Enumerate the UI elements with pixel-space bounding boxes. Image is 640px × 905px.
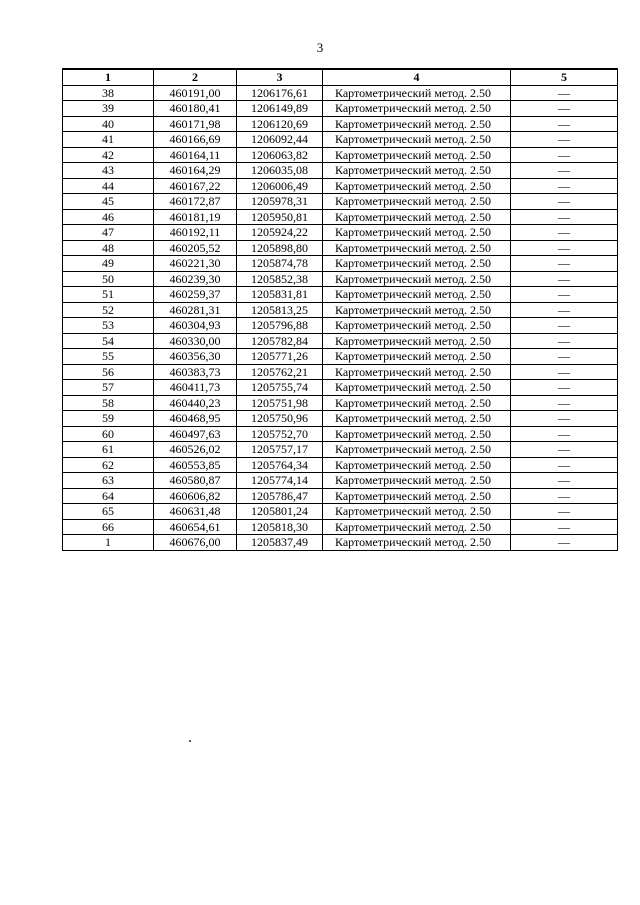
method-cell: Картометрический метод. 2.50: [323, 364, 511, 380]
header-col-1: 1: [63, 69, 154, 85]
x-coordinate-cell: 460192,11: [154, 225, 237, 241]
x-coordinate-cell: 460172,87: [154, 194, 237, 210]
x-coordinate-cell: 460191,00: [154, 85, 237, 101]
y-coordinate-cell: 1206092,44: [237, 132, 323, 148]
note-cell: —: [511, 380, 618, 396]
x-coordinate-cell: 460330,00: [154, 333, 237, 349]
method-cell: Картометрический метод. 2.50: [323, 225, 511, 241]
method-cell: Картометрический метод. 2.50: [323, 442, 511, 458]
x-coordinate-cell: 460164,29: [154, 163, 237, 179]
y-coordinate-cell: 1205874,78: [237, 256, 323, 272]
x-coordinate-cell: 460468,95: [154, 411, 237, 427]
y-coordinate-cell: 1205831,81: [237, 287, 323, 303]
x-coordinate-cell: 460180,41: [154, 101, 237, 117]
method-cell: Картометрический метод. 2.50: [323, 504, 511, 520]
y-coordinate-cell: 1205813,25: [237, 302, 323, 318]
x-coordinate-cell: 460580,87: [154, 473, 237, 489]
y-coordinate-cell: 1205978,31: [237, 194, 323, 210]
y-coordinate-cell: 1205750,96: [237, 411, 323, 427]
point-number-cell: 58: [63, 395, 154, 411]
table-row: [63, 147, 618, 163]
table-row: [63, 411, 618, 427]
table-row: [63, 535, 618, 551]
table-row: [63, 504, 618, 520]
note-cell: —: [511, 178, 618, 194]
point-number-cell: 52: [63, 302, 154, 318]
y-coordinate-cell: 1205764,34: [237, 457, 323, 473]
point-number-cell: 49: [63, 256, 154, 272]
x-coordinate-cell: 460281,31: [154, 302, 237, 318]
x-coordinate-cell: 460205,52: [154, 240, 237, 256]
note-cell: —: [511, 225, 618, 241]
page-number: 3: [316, 40, 324, 55]
note-cell: —: [511, 442, 618, 458]
y-coordinate-cell: 1205950,81: [237, 209, 323, 225]
table-row: [63, 194, 618, 210]
method-cell: Картометрический метод. 2.50: [323, 240, 511, 256]
x-coordinate-cell: 460676,00: [154, 535, 237, 551]
y-coordinate-cell: 1206063,82: [237, 147, 323, 163]
point-number-cell: 65: [63, 504, 154, 520]
y-coordinate-cell: 1205755,74: [237, 380, 323, 396]
note-cell: —: [511, 240, 618, 256]
note-cell: —: [511, 519, 618, 535]
table-row: [63, 209, 618, 225]
table-row: [63, 132, 618, 148]
x-coordinate-cell: 460553,85: [154, 457, 237, 473]
table-row: [63, 302, 618, 318]
method-cell: Картометрический метод. 2.50: [323, 380, 511, 396]
table-row: [63, 318, 618, 334]
point-number-cell: 42: [63, 147, 154, 163]
point-number-cell: 43: [63, 163, 154, 179]
note-cell: —: [511, 271, 618, 287]
method-cell: Картометрический метод. 2.50: [323, 318, 511, 334]
method-cell: Картометрический метод. 2.50: [323, 287, 511, 303]
point-number-cell: 38: [63, 85, 154, 101]
table-row: [63, 349, 618, 365]
note-cell: —: [511, 349, 618, 365]
x-coordinate-cell: 460526,02: [154, 442, 237, 458]
note-cell: —: [511, 457, 618, 473]
point-number-cell: 47: [63, 225, 154, 241]
point-number-cell: 62: [63, 457, 154, 473]
point-number-cell: 48: [63, 240, 154, 256]
header-col-3: 3: [237, 69, 323, 85]
x-coordinate-cell: 460383,73: [154, 364, 237, 380]
table-row: [63, 364, 618, 380]
point-number-cell: 40: [63, 116, 154, 132]
y-coordinate-cell: 1206035,08: [237, 163, 323, 179]
method-cell: Картометрический метод. 2.50: [323, 395, 511, 411]
y-coordinate-cell: 1205782,84: [237, 333, 323, 349]
x-coordinate-cell: 460654,61: [154, 519, 237, 535]
note-cell: —: [511, 318, 618, 334]
point-number-cell: 50: [63, 271, 154, 287]
y-coordinate-cell: 1205774,14: [237, 473, 323, 489]
y-coordinate-cell: 1206149,89: [237, 101, 323, 117]
method-cell: Картометрический метод. 2.50: [323, 209, 511, 225]
y-coordinate-cell: 1205837,49: [237, 535, 323, 551]
table-row: [63, 457, 618, 473]
y-coordinate-cell: 1205818,30: [237, 519, 323, 535]
point-number-cell: 39: [63, 101, 154, 117]
table-row: [63, 163, 618, 179]
point-number-cell: 56: [63, 364, 154, 380]
method-cell: Картометрический метод. 2.50: [323, 116, 511, 132]
x-coordinate-cell: 460239,30: [154, 271, 237, 287]
table-row: [63, 488, 618, 504]
table-row: [63, 85, 618, 101]
method-cell: Картометрический метод. 2.50: [323, 163, 511, 179]
note-cell: —: [511, 473, 618, 489]
table-row: [63, 271, 618, 287]
table-row: [63, 333, 618, 349]
x-coordinate-cell: 460356,30: [154, 349, 237, 365]
table-row: [63, 426, 618, 442]
note-cell: —: [511, 147, 618, 163]
point-number-cell: 1: [63, 535, 154, 551]
method-cell: Картометрический метод. 2.50: [323, 333, 511, 349]
method-cell: Картометрический метод. 2.50: [323, 519, 511, 535]
y-coordinate-cell: 1205757,17: [237, 442, 323, 458]
point-number-cell: 66: [63, 519, 154, 535]
x-coordinate-cell: 460631,48: [154, 504, 237, 520]
y-coordinate-cell: 1205771,26: [237, 349, 323, 365]
y-coordinate-cell: 1206120,69: [237, 116, 323, 132]
note-cell: —: [511, 287, 618, 303]
note-cell: —: [511, 256, 618, 272]
note-cell: —: [511, 209, 618, 225]
table-header: [63, 69, 618, 85]
y-coordinate-cell: 1205898,80: [237, 240, 323, 256]
table-row: [63, 178, 618, 194]
method-cell: Картометрический метод. 2.50: [323, 101, 511, 117]
method-cell: Картометрический метод. 2.50: [323, 349, 511, 365]
y-coordinate-cell: 1205852,38: [237, 271, 323, 287]
x-coordinate-cell: 460440,23: [154, 395, 237, 411]
method-cell: Картометрический метод. 2.50: [323, 488, 511, 504]
table-row: [63, 519, 618, 535]
table-row: [63, 101, 618, 117]
x-coordinate-cell: 460304,93: [154, 318, 237, 334]
note-cell: —: [511, 116, 618, 132]
note-cell: —: [511, 101, 618, 117]
table-row: [63, 473, 618, 489]
x-coordinate-cell: 460181,19: [154, 209, 237, 225]
y-coordinate-cell: 1205752,70: [237, 426, 323, 442]
y-coordinate-cell: 1205762,21: [237, 364, 323, 380]
point-number-cell: 57: [63, 380, 154, 396]
note-cell: —: [511, 194, 618, 210]
point-number-cell: 53: [63, 318, 154, 334]
note-cell: —: [511, 85, 618, 101]
table-row: [63, 442, 618, 458]
y-coordinate-cell: 1205801,24: [237, 504, 323, 520]
coordinates-table: [62, 68, 618, 551]
table-row: [63, 380, 618, 396]
x-coordinate-cell: 460171,98: [154, 116, 237, 132]
y-coordinate-cell: 1206176,61: [237, 85, 323, 101]
table-row: [63, 116, 618, 132]
x-coordinate-cell: 460411,73: [154, 380, 237, 396]
method-cell: Картометрический метод. 2.50: [323, 85, 511, 101]
scan-speck: [189, 740, 191, 742]
method-cell: Картометрический метод. 2.50: [323, 535, 511, 551]
note-cell: —: [511, 364, 618, 380]
method-cell: Картометрический метод. 2.50: [323, 302, 511, 318]
table-body: [63, 85, 618, 550]
point-number-cell: 44: [63, 178, 154, 194]
point-number-cell: 54: [63, 333, 154, 349]
y-coordinate-cell: 1205796,88: [237, 318, 323, 334]
point-number-cell: 45: [63, 194, 154, 210]
table-row: [63, 287, 618, 303]
x-coordinate-cell: 460259,37: [154, 287, 237, 303]
point-number-cell: 59: [63, 411, 154, 427]
note-cell: —: [511, 488, 618, 504]
method-cell: Картометрический метод. 2.50: [323, 426, 511, 442]
point-number-cell: 60: [63, 426, 154, 442]
method-cell: Картометрический метод. 2.50: [323, 256, 511, 272]
x-coordinate-cell: 460497,63: [154, 426, 237, 442]
x-coordinate-cell: 460166,69: [154, 132, 237, 148]
point-number-cell: 61: [63, 442, 154, 458]
table-row: [63, 395, 618, 411]
note-cell: —: [511, 504, 618, 520]
note-cell: —: [511, 163, 618, 179]
x-coordinate-cell: 460221,30: [154, 256, 237, 272]
header-col-5: 5: [511, 69, 618, 85]
method-cell: Картометрический метод. 2.50: [323, 132, 511, 148]
y-coordinate-cell: 1206006,49: [237, 178, 323, 194]
x-coordinate-cell: 460606,82: [154, 488, 237, 504]
x-coordinate-cell: 460167,22: [154, 178, 237, 194]
y-coordinate-cell: 1205786,47: [237, 488, 323, 504]
y-coordinate-cell: 1205924,22: [237, 225, 323, 241]
point-number-cell: 55: [63, 349, 154, 365]
table-row: [63, 240, 618, 256]
note-cell: —: [511, 395, 618, 411]
method-cell: Картометрический метод. 2.50: [323, 271, 511, 287]
header-row: [63, 69, 618, 85]
y-coordinate-cell: 1205751,98: [237, 395, 323, 411]
method-cell: Картометрический метод. 2.50: [323, 457, 511, 473]
note-cell: —: [511, 132, 618, 148]
header-col-2: 2: [154, 69, 237, 85]
note-cell: —: [511, 411, 618, 427]
point-number-cell: 41: [63, 132, 154, 148]
method-cell: Картометрический метод. 2.50: [323, 194, 511, 210]
point-number-cell: 46: [63, 209, 154, 225]
method-cell: Картометрический метод. 2.50: [323, 178, 511, 194]
note-cell: —: [511, 426, 618, 442]
point-number-cell: 64: [63, 488, 154, 504]
point-number-cell: 63: [63, 473, 154, 489]
point-number-cell: 51: [63, 287, 154, 303]
table-row: [63, 256, 618, 272]
note-cell: —: [511, 302, 618, 318]
header-col-4: 4: [323, 69, 511, 85]
method-cell: Картометрический метод. 2.50: [323, 411, 511, 427]
table-row: [63, 225, 618, 241]
method-cell: Картометрический метод. 2.50: [323, 473, 511, 489]
method-cell: Картометрический метод. 2.50: [323, 147, 511, 163]
x-coordinate-cell: 460164,11: [154, 147, 237, 163]
note-cell: —: [511, 333, 618, 349]
note-cell: —: [511, 535, 618, 551]
